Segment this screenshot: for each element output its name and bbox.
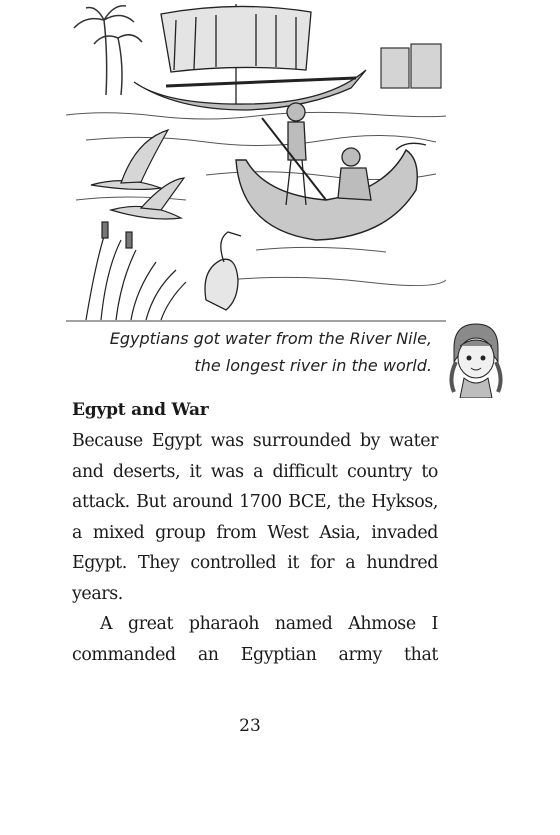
palm-trees (74, 6, 142, 95)
reeds (86, 222, 186, 320)
sailing-ship (134, 4, 366, 110)
body-paragraph-1: Because Egypt was surrounded by water and deserts, it was a difficult country to attack. But around 1700 BCE, the Hyksos, a mixed group from West Asia, invaded Egypt. They controlled it for a hundred years. (72, 431, 438, 604)
page-number: 23 (239, 716, 261, 736)
temple (381, 44, 441, 88)
reed-boat (236, 143, 426, 240)
nile-illustration (66, 0, 446, 322)
girl-character-icon (440, 318, 512, 398)
body-paragraph-2: A great pharaoh named Ahmose I commanded an Egyptian army that (72, 614, 438, 665)
caption-line-1: Egyptians got water from the River Nile, (109, 329, 432, 348)
caption-line-2: the longest river in the world. (194, 356, 432, 375)
illustration-caption (60, 325, 432, 379)
section-heading: Egypt and War (72, 400, 209, 420)
flying-birds (91, 130, 184, 219)
heron (205, 232, 241, 310)
